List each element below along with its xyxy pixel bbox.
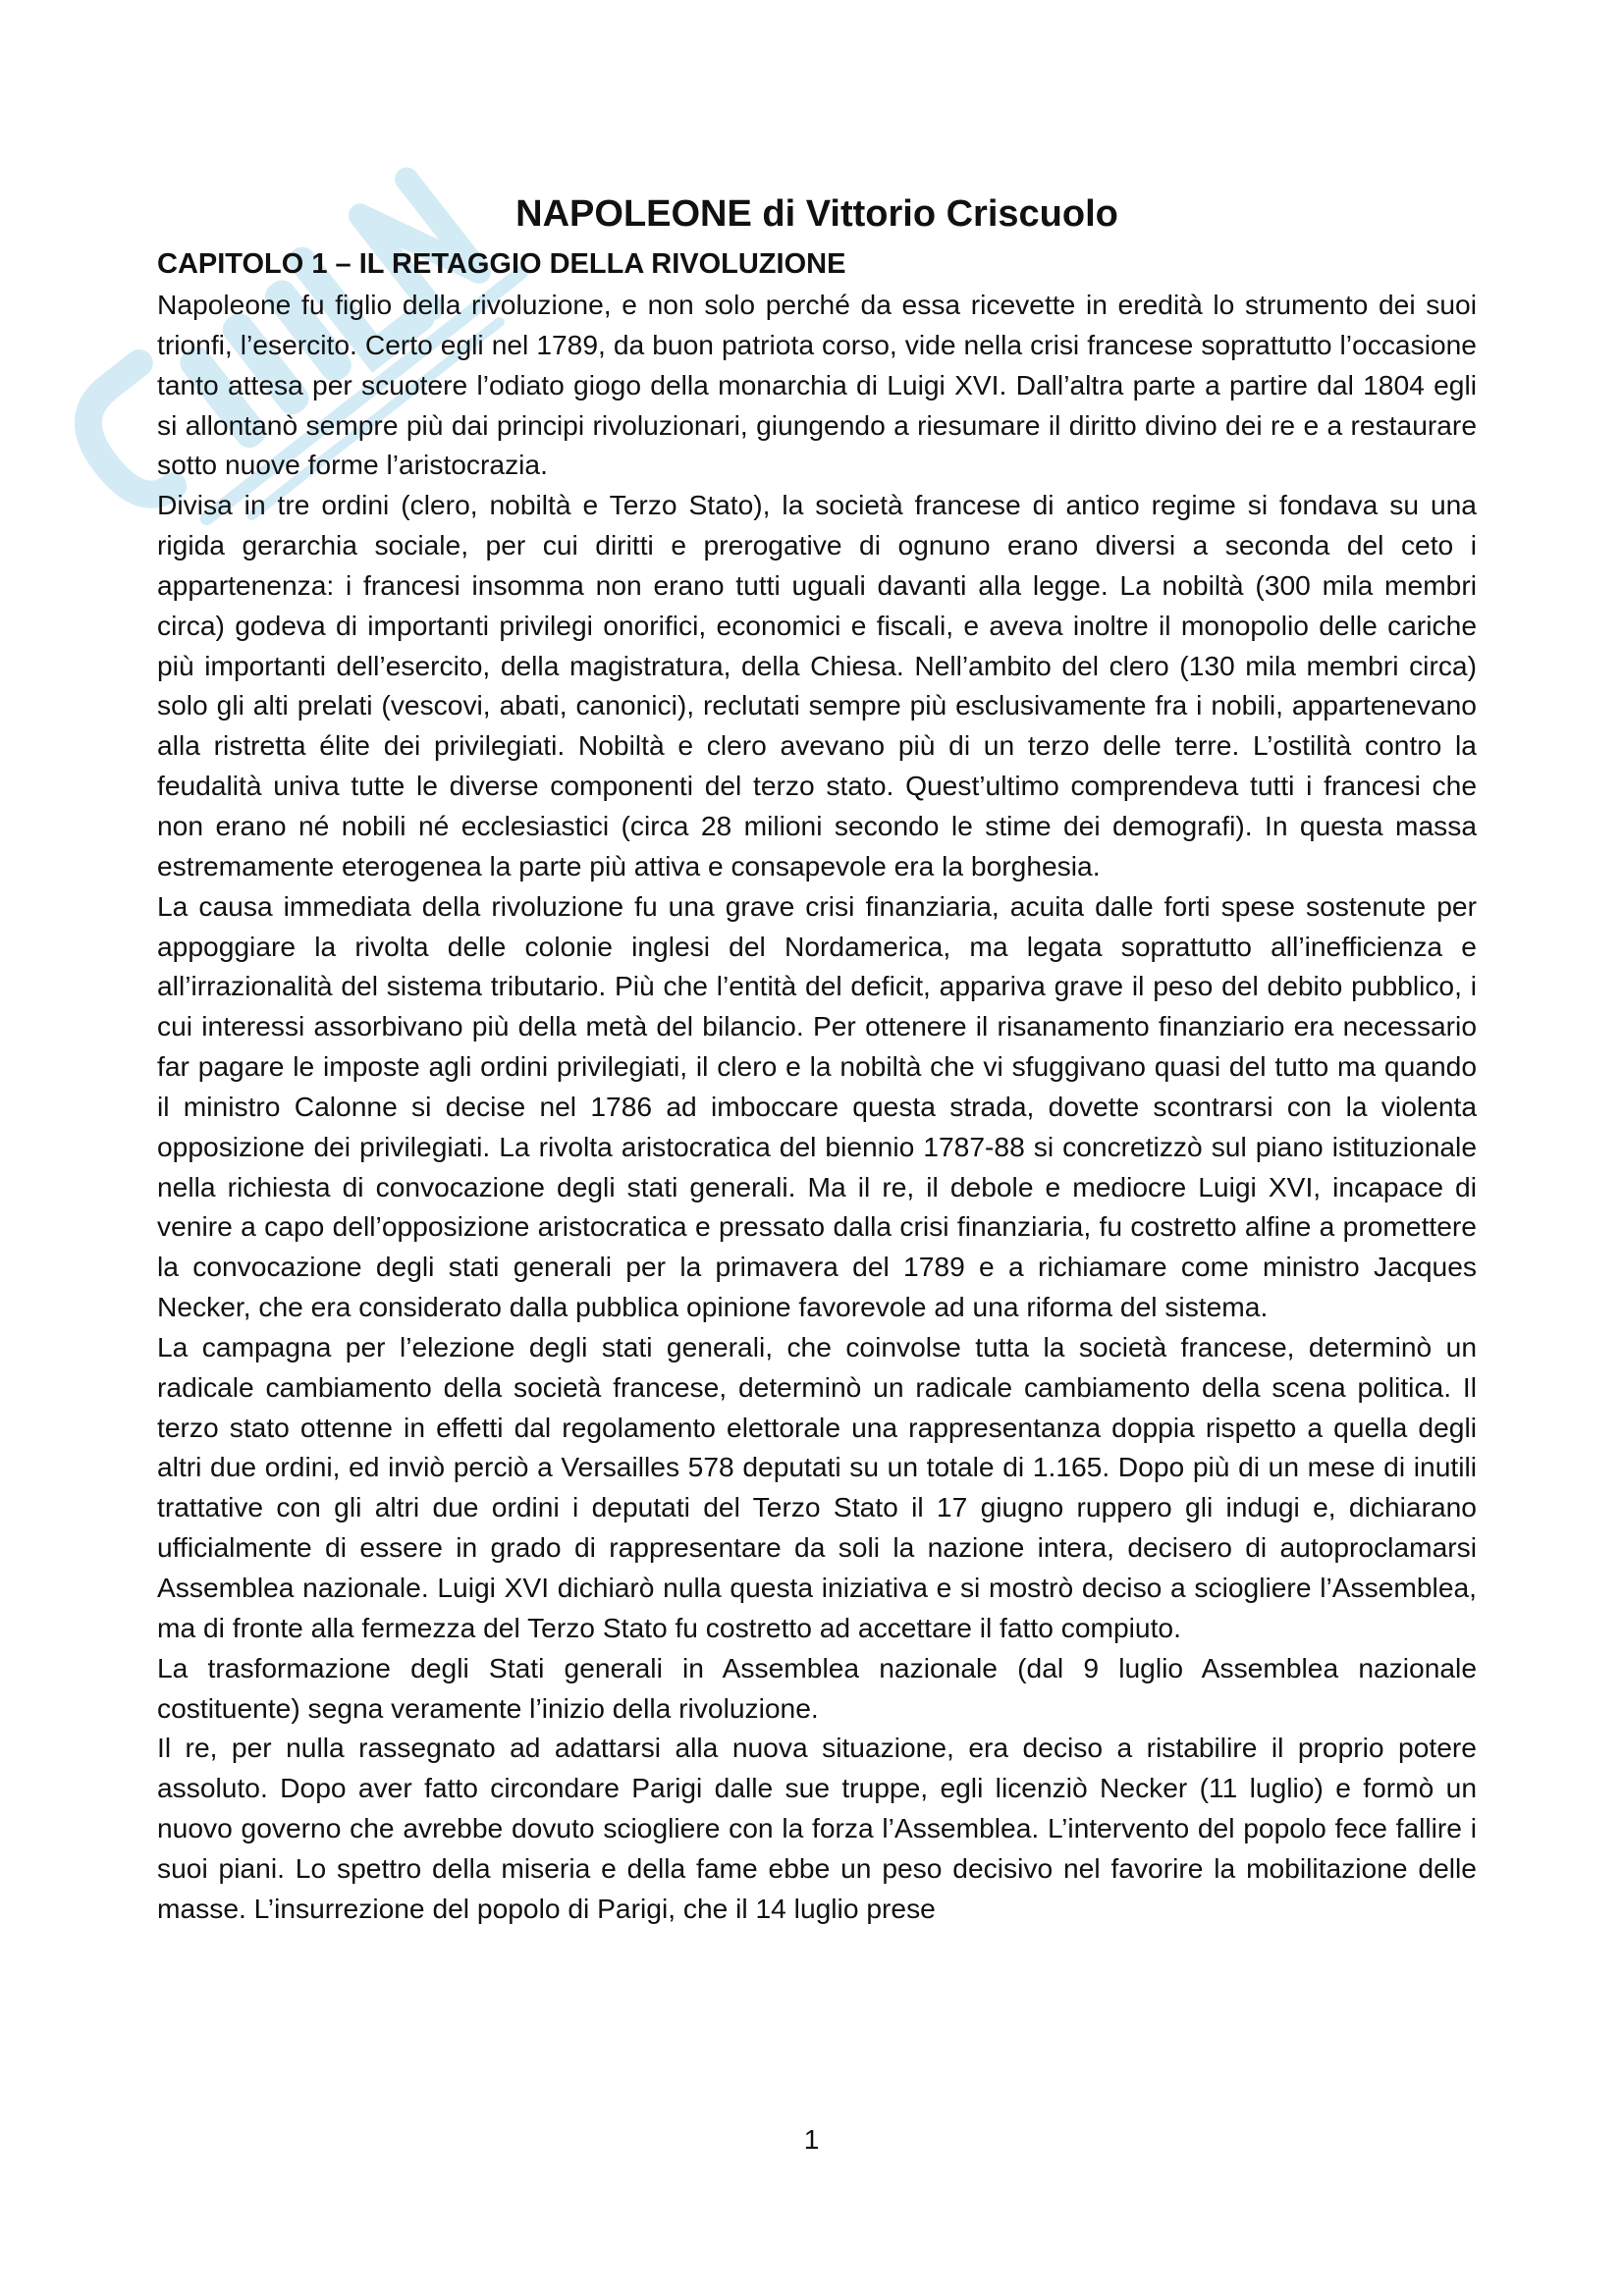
paragraph: La campagna per l’elezione degli stati generali, che coinvolse tutta la società francese, determinò un radicale cambiamento della società francese, determinò un radicale cambiamento della scena politica. Il terzo stato ottenne in effetti dal regolamento elettorale una rappresentanza doppia rispetto a quella degli altri due ordini, ed inviò perciò a Versailles 578 deputati su un totale di 1.165. Dopo più di un mese di inutili trattative con gli altri due ordini i deputati del Terzo Stato il 17 giugno ruppero gli indugi e, dichiarano ufficialmente di essere in grado di rappresentare da soli la nazione intera, decisero di autoproclamarsi Assemblea nazionale. Luigi XVI dichiarò nulla questa iniziativa e si mostrò deciso a sciogliere l’Assemblea, ma di fronte alla fermezza del Terzo Stato fu costretto ad accettare il fatto compiuto.: [157, 1330, 1477, 1643]
paragraph: Divisa in tre ordini (clero, nobiltà e Terzo Stato), la società francese di antico regime si fondava su una rigida gerarchia sociale, per cui diritti e prerogative di ognuno erano diversi a seconda del ceto i appartenenza: i francesi insomma non erano tutti uguali davanti alla legge. La nobiltà (300 mila membri circa) godeva di importanti privilegi onorifici, economici e fiscali, e aveva inoltre il monopolio delle cariche più importanti dell’esercito, della magistratura, della Chiesa. Nell’ambito del clero (130 mila membri circa) solo gli alti prelati (vescovi, abati, canonici), reclutati sempre più esclusivamente fra i nobili, appartenevano alla ristretta élite dei privilegiati. Nobiltà e clero avevano più di un terzo delle terre. L’ostilità contro la feudalità univa tutte le diverse componenti del terzo stato. Quest’ultimo comprendeva tutti i francesi che non erano né nobili né ecclesiastici (circa 28 milioni secondo le stime dei demografi). In questa massa estremamente eterogenea la parte più attiva e consapevole era la borghesia.: [157, 489, 1477, 881]
paragraph: La trasformazione degli Stati generali in Assemblea nazionale (dal 9 luglio Assemblea nazionale costituente) segna veramente l’inizio della rivoluzione.: [157, 1651, 1477, 1724]
paragraph: Il re, per nulla rassegnato ad adattarsi alla nuova situazione, era deciso a ristabilire il proprio potere assoluto. Dopo aver fatto circondare Parigi dalle sue truppe, egli licenziò Necker (11 luglio) e formò un nuovo governo che avrebbe dovuto sciogliere con la forza l’Assemblea. L’intervento del popolo fece fallire i suoi piani. Lo spettro della miseria e della fame ebbe un peso decisivo nel favorire la mobilitazione delle masse. L’insurrezione del popolo di Parigi, che il 14 luglio prese: [157, 1732, 1477, 1924]
paragraph: La causa immediata della rivoluzione fu una grave crisi finanziaria, acuita dalle forti spese sostenute per appoggiare la rivolta delle colonie inglesi del Nordamerica, ma legata soprattutto all’inefficienza e all’irrazionalità del sistema tributario. Più che l’entità del deficit, appariva grave il peso del debito pubblico, i cui interessi assorbivano più della metà del bilancio. Per ottenere il risanamento finanziario era necessario far pagare le imposte agli ordini privilegiati, il clero e la nobiltà che vi sfuggivano quasi del tutto ma quando il ministro Calonne si decise nel 1786 ad imboccare questa strada, dovette scontrarsi con la violenta opposizione dei privilegiati. La rivolta aristocratica del biennio 1787-88 si concretizzò sul piano istituzionale nella richiesta di convocazione degli stati generali. Ma il re, il debole e mediocre Luigi XVI, incapace di venire a capo dell’opposizione aristocratica e pressato dalla crisi finanziaria, fu costretto alfine a promettere la convocazione degli stati generali per la primavera del 1789 e a richiamare come ministro Jacques Necker, che era considerato dalla pubblica opinione favorevole ad una riforma del sistema.: [157, 889, 1477, 1323]
paragraph: Napoleone fu figlio della rivoluzione, e non solo perché da essa ricevette in eredità lo strumento dei suoi trionfi, l’esercito. Certo egli nel 1789, da buon patriota corso, vide nella crisi francese soprattutto l’occasione tanto attesa per scuotere l’odiato giogo della monarchia di Luigi XVI. Dall’altra parte a partire dal 1804 egli si allontanò sempre più dai principi rivoluzionari, giungendo a riesumare il diritto divino dei re e a restaurare sotto nuove forme l’aristocrazia.: [157, 289, 1477, 481]
chapter-heading: CAPITOLO 1 – IL RETAGGIO DELLA RIVOLUZIONE: [157, 248, 846, 280]
document-page: [157, 187, 1477, 1929]
document-title: NAPOLEONE di Vittorio Criscuolo: [515, 193, 1118, 235]
page-number: 1: [803, 2124, 820, 2155]
